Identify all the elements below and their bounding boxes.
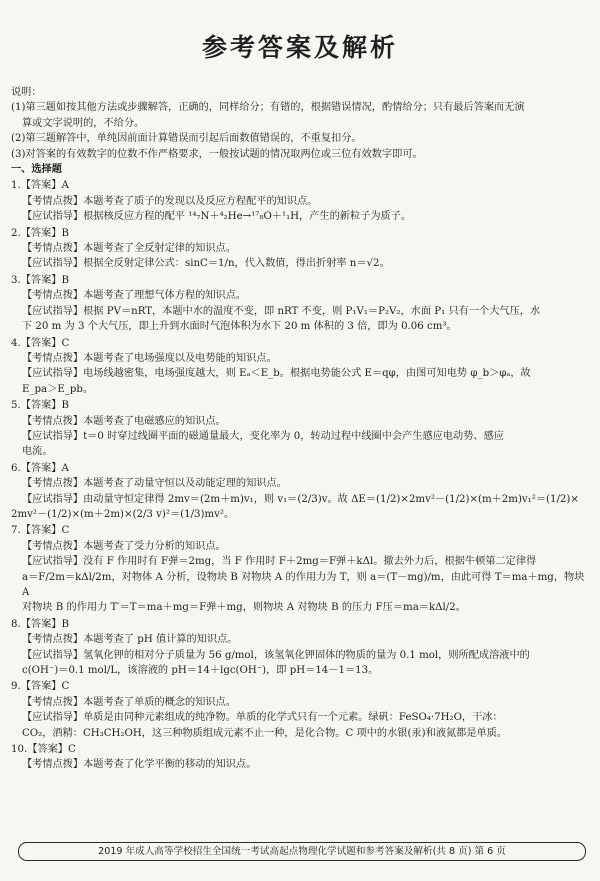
guidance-line: CO₂，酒精：CH₃CH₂OH，这三种物质组成元素不止一种，是化合物。C 项中的水银(汞)和液氮都是单质。 (22, 727, 508, 739)
note-line: (2)第三题解答中，单纯因前面计算错误而引起后面数值错误的，不重复扣分。 (11, 133, 362, 145)
guidance-line: 【应试指导】根据全反射定律公式：sinC＝1/n，代入数值，得出折射率 n＝√2。 (22, 258, 390, 270)
exam-point-line: 【考情点拨】本题考查了 pH 值计算的知识点。 (22, 634, 238, 646)
guidance-line: E_pa＞E_pb。 (22, 383, 94, 395)
answer-line: 8.【答案】B (11, 618, 69, 630)
answer-content (11, 85, 589, 773)
exam-point-line: 【考情点拨】本题考查了化学平衡的移动的知识点。 (22, 759, 257, 771)
guidance-line: 对物块 B 的作用力 T′＝T＝ma＋mg＝F弹＋mg，则物块 A 对物块 B 的压力 F压＝ma＝kΔl/2。 (22, 602, 466, 614)
exam-point-line: 【考情点拨】本题考查了动量守恒以及动能定理的知识点。 (22, 478, 287, 490)
note-line: (1)第三题如按其他方法或步骤解答，正确的，同样给分；有错的，根据错误情况，酌情给分；只有最后答案而无演 (11, 102, 525, 114)
answer-line: 2.【答案】B (11, 227, 69, 239)
guidance-line: 【应试指导】单质是由同种元素组成的纯净物。单质的化学式只有一个元素。绿矾：FeSO₄·7H₂O，干冰： (22, 712, 503, 724)
page-footer: 2019 年成人高等学校招生全国统一考试高起点物理化学试题和参考答案及解析(共 8 页) 第 6 页 (18, 842, 586, 861)
exam-point-line: 【考情点拨】本题考查了电场强度以及电势能的知识点。 (22, 352, 277, 364)
answer-line: 4.【答案】C (11, 337, 70, 349)
answer-line: 9.【答案】C (11, 681, 70, 693)
answer-line: 1.【答案】A (11, 180, 69, 192)
page-title: 参考答案及解析 (201, 33, 398, 62)
exam-point-line: 【考情点拨】本题考查了电磁感应的知识点。 (22, 415, 226, 427)
guidance-line: 【应试指导】氢氧化钾的相对分子质量为 56 g/mol，该氢氧化钾固体的物质的量为 0.1 mol，则所配成溶液中的 (22, 649, 530, 661)
notes-heading: 说明： (11, 87, 42, 98)
exam-point-line: 【考情点拨】本题考查了全反射定律的知识点。 (22, 243, 236, 255)
answer-line: 6.【答案】A (11, 462, 69, 474)
guidance-line: 下 20 m 为 3 个大气压，即上升到水面时气泡体积为水下 20 m 体积的 3 倍，即为 0.06 cm³。 (22, 321, 457, 333)
exam-point-line: 【考情点拨】本题考查了单质的概念的知识点。 (22, 696, 236, 708)
guidance-line: 【应试指导】根据核反应方程的配平 ¹⁴₇N＋⁴₂He→¹⁷₈O＋¹₁H，产生的新粒子为质子。 (22, 211, 412, 223)
answer-line: 3.【答案】B (11, 274, 69, 286)
answer-line: 7.【答案】C (11, 525, 70, 537)
guidance-line: 电流。 (22, 446, 53, 458)
note-line: 算或文字说明的，不给分。 (22, 117, 145, 129)
guidance-line: a＝F/2m＝kΔl/2m，对物体 A 分析，设物块 B 对物块 A 的作用力为 T，则 a＝(T－mg)/m，由此可得 T＝ma＋mg，物块 A (22, 571, 588, 598)
guidance-line: 【应试指导】根据 PV＝nRT，本题中水的温度不变，即 nRT 不变，则 P₁V₁＝P₂V₂，水面 P₁ 只有一个大气压，水 (22, 305, 541, 317)
note-line: (3)对答案的有效数字的位数不作严格要求，一般按试题的情况取两位或三位有效数字即可。 (11, 148, 423, 160)
guidance-line: 【应试指导】没有 F 作用时有 F弹＝2mg，当 F 作用时 F＋2mg＝F弹＋kΔl。撤去外力后，根据牛顿第二定律得 (22, 556, 537, 568)
exam-point-line: 【考情点拨】本题考查了受力分析的知识点。 (22, 540, 226, 552)
question-list (11, 178, 589, 772)
exam-point-line: 【考情点拨】本题考查了质子的发现以及反应方程配平的知识点。 (22, 195, 318, 207)
answer-line: 5.【答案】B (11, 400, 69, 412)
guidance-line: 【应试指导】t＝0 时穿过线圈平面的磁通量最大，变化率为 0，转动过程中线圈中会产生感应电动势、感应 (22, 430, 504, 442)
guidance-line: 2mv²－(1/2)×(m＋2m)×(2/3 v)²＝(1/3)mv²。 (11, 508, 235, 520)
guidance-line: 【应试指导】电场线越密集，电场强度越大，则 Eₐ＜E_b。根据电势能公式 E＝qφ，由图可知电势 φ_b＞φₐ，故 (22, 368, 531, 380)
guidance-line: c(OH⁻)＝0.1 mol/L，该溶液的 pH＝14＋lgc(OH⁻)，即 pH＝14－1＝13。 (22, 665, 379, 677)
exam-point-line: 【考情点拨】本题考查了理想气体方程的知识点。 (22, 290, 247, 302)
guidance-line: 【应试指导】由动量守恒定律得 2mv＝(2m＋m)v₁，则 v₁＝(2/3)v。故 ΔE＝(1/2)×2mv²－(1/2)×(m＋2m)v₁²＝(1/2)× (22, 493, 579, 505)
section-heading: 一、选择题 (11, 163, 62, 176)
answer-line: 10.【答案】C (11, 744, 76, 756)
